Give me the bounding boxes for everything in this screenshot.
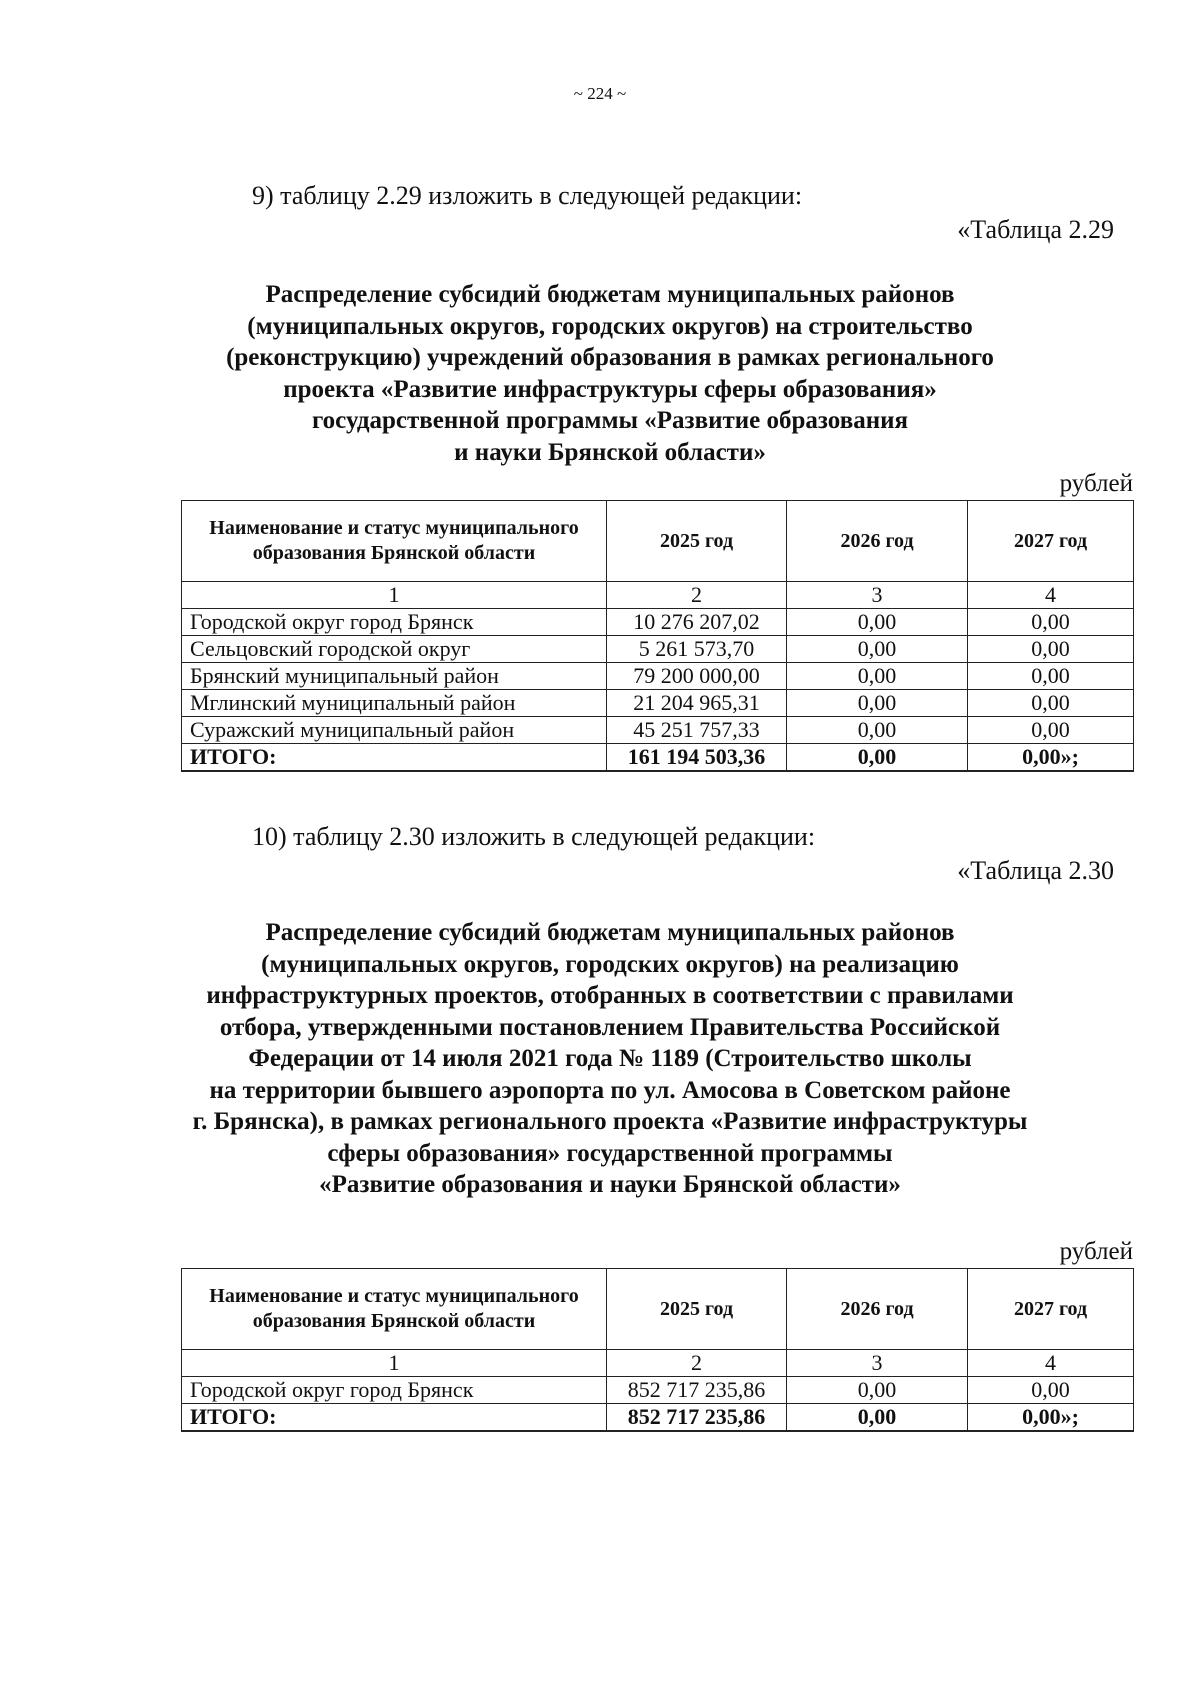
header-cell-2025: 2025 год: [607, 501, 787, 582]
table-row: [182, 609, 1134, 636]
value-2026: 0,00: [787, 609, 968, 636]
table-2-30: [181, 1268, 1134, 1432]
value-2027: 0,00: [968, 636, 1134, 663]
value-2025: 852 717 235,86: [607, 1377, 787, 1404]
total-2026: 0,00: [787, 744, 968, 772]
heading-line: (муниципальных округов, городских округов) на реализацию: [261, 950, 959, 978]
total-2027: 0,00»;: [968, 1404, 1134, 1432]
header-row: [182, 501, 1134, 582]
heading-line: на территории бывшего аэропорта по ул. Амосова в Советском районе: [209, 1076, 1011, 1104]
value-2027: 0,00: [968, 690, 1134, 717]
table-2-29: [181, 500, 1134, 772]
heading-line: и науки Брянской области»: [454, 438, 766, 466]
total-row: [182, 744, 1134, 772]
value-2026: 0,00: [787, 1377, 968, 1404]
municipality-name: Брянский муниципальный район: [182, 663, 607, 690]
table-row: [182, 717, 1134, 744]
heading-line: г. Брянска), в рамках регионального проекта «Развитие инфраструктуры: [192, 1108, 1028, 1135]
column-number: 4: [968, 1350, 1134, 1377]
heading-line: (муниципальных округов, городских округов) на строительство: [247, 312, 973, 340]
column-number: 3: [787, 1350, 968, 1377]
instruction-table-2-30: 10) таблицу 2.30 изложить в следующей редакции:: [252, 822, 816, 851]
value-2026: 0,00: [787, 717, 968, 744]
municipality-name: Городской округ город Брянск: [182, 609, 607, 636]
municipality-name: Сельцовский городской округ: [182, 636, 607, 663]
total-2027: 0,00»;: [968, 744, 1134, 772]
table-row: [182, 690, 1134, 717]
column-number: 4: [968, 582, 1134, 609]
heading-line: сферы образования» государственной программы: [327, 1139, 893, 1167]
heading-table-2-29: [150, 279, 1070, 468]
value-2027: 0,00: [968, 1377, 1134, 1404]
total-2025: 852 717 235,86: [607, 1404, 787, 1432]
header-cell-2027: 2027 год: [968, 501, 1134, 582]
header-cell-2026: 2026 год: [787, 501, 968, 582]
total-label: ИТОГО:: [182, 1404, 607, 1432]
heading-line: государственной программы «Развитие образования: [311, 407, 909, 434]
header-cell-name: Наименование и статус муниципального образования Брянской области: [182, 1269, 607, 1350]
value-2026: 0,00: [787, 636, 968, 663]
column-number: 3: [787, 582, 968, 609]
heading-line: инфраструктурных проектов, отобранных в соответствии с правилами: [206, 982, 1014, 1009]
value-2027: 0,00: [968, 663, 1134, 690]
header-cell-2026: 2026 год: [787, 1269, 968, 1350]
table-ref-2-29: «Таблица 2.29: [957, 215, 1114, 244]
value-2027: 0,00: [968, 609, 1134, 636]
total-row: [182, 1404, 1134, 1432]
table-row: [182, 636, 1134, 663]
value-2027: 0,00: [968, 717, 1134, 744]
header-cell-2027: 2027 год: [968, 1269, 1134, 1350]
heading-line: отбора, утвержденными постановлением Правительства Российской: [219, 1013, 1001, 1041]
column-number: 1: [182, 582, 607, 609]
table-ref-2-30: «Таблица 2.30: [957, 856, 1114, 885]
total-label: ИТОГО:: [182, 744, 607, 772]
value-2025: 45 251 757,33: [607, 717, 787, 744]
units-label: рублей: [1059, 1238, 1133, 1265]
value-2026: 0,00: [787, 690, 968, 717]
header-cell-name: Наименование и статус муниципального образования Брянской области: [182, 501, 607, 582]
value-2026: 0,00: [787, 663, 968, 690]
value-2025: 79 200 000,00: [607, 663, 787, 690]
column-number-row: [182, 1350, 1134, 1377]
heading-line: проекта «Развитие инфраструктуры сферы образования»: [283, 375, 937, 403]
page-number: ~ 224 ~: [573, 84, 627, 103]
table-row: [182, 1377, 1134, 1404]
heading-table-2-30: [150, 917, 1070, 1201]
heading-line: «Развитие образования и науки Брянской области»: [319, 1171, 901, 1198]
column-number-row: [182, 582, 1134, 609]
total-2025: 161 194 503,36: [607, 744, 787, 772]
municipality-name: Суражский муниципальный район: [182, 717, 607, 744]
total-2026: 0,00: [787, 1404, 968, 1432]
units-label: рублей: [1059, 470, 1133, 497]
value-2025: 10 276 207,02: [607, 609, 787, 636]
value-2025: 5 261 573,70: [607, 636, 787, 663]
municipality-name: Городской округ город Брянск: [182, 1377, 607, 1404]
table-row: [182, 663, 1134, 690]
column-number: 2: [607, 582, 787, 609]
header-cell-2025: 2025 год: [607, 1269, 787, 1350]
header-row: [182, 1269, 1134, 1350]
value-2025: 21 204 965,31: [607, 690, 787, 717]
instruction-table-2-29: 9) таблицу 2.29 изложить в следующей редакции:: [252, 181, 803, 210]
heading-line: (реконструкцию) учреждений образования в рамках регионального: [226, 344, 994, 371]
heading-line: Федерации от 14 июля 2021 года № 1189 (Строительство школы: [248, 1045, 972, 1072]
heading-line: Распределение субсидий бюджетам муниципальных районов: [265, 281, 955, 308]
column-number: 1: [182, 1350, 607, 1377]
municipality-name: Мглинский муниципальный район: [182, 690, 607, 717]
heading-line: Распределение субсидий бюджетам муниципальных районов: [265, 919, 955, 946]
column-number: 2: [607, 1350, 787, 1377]
